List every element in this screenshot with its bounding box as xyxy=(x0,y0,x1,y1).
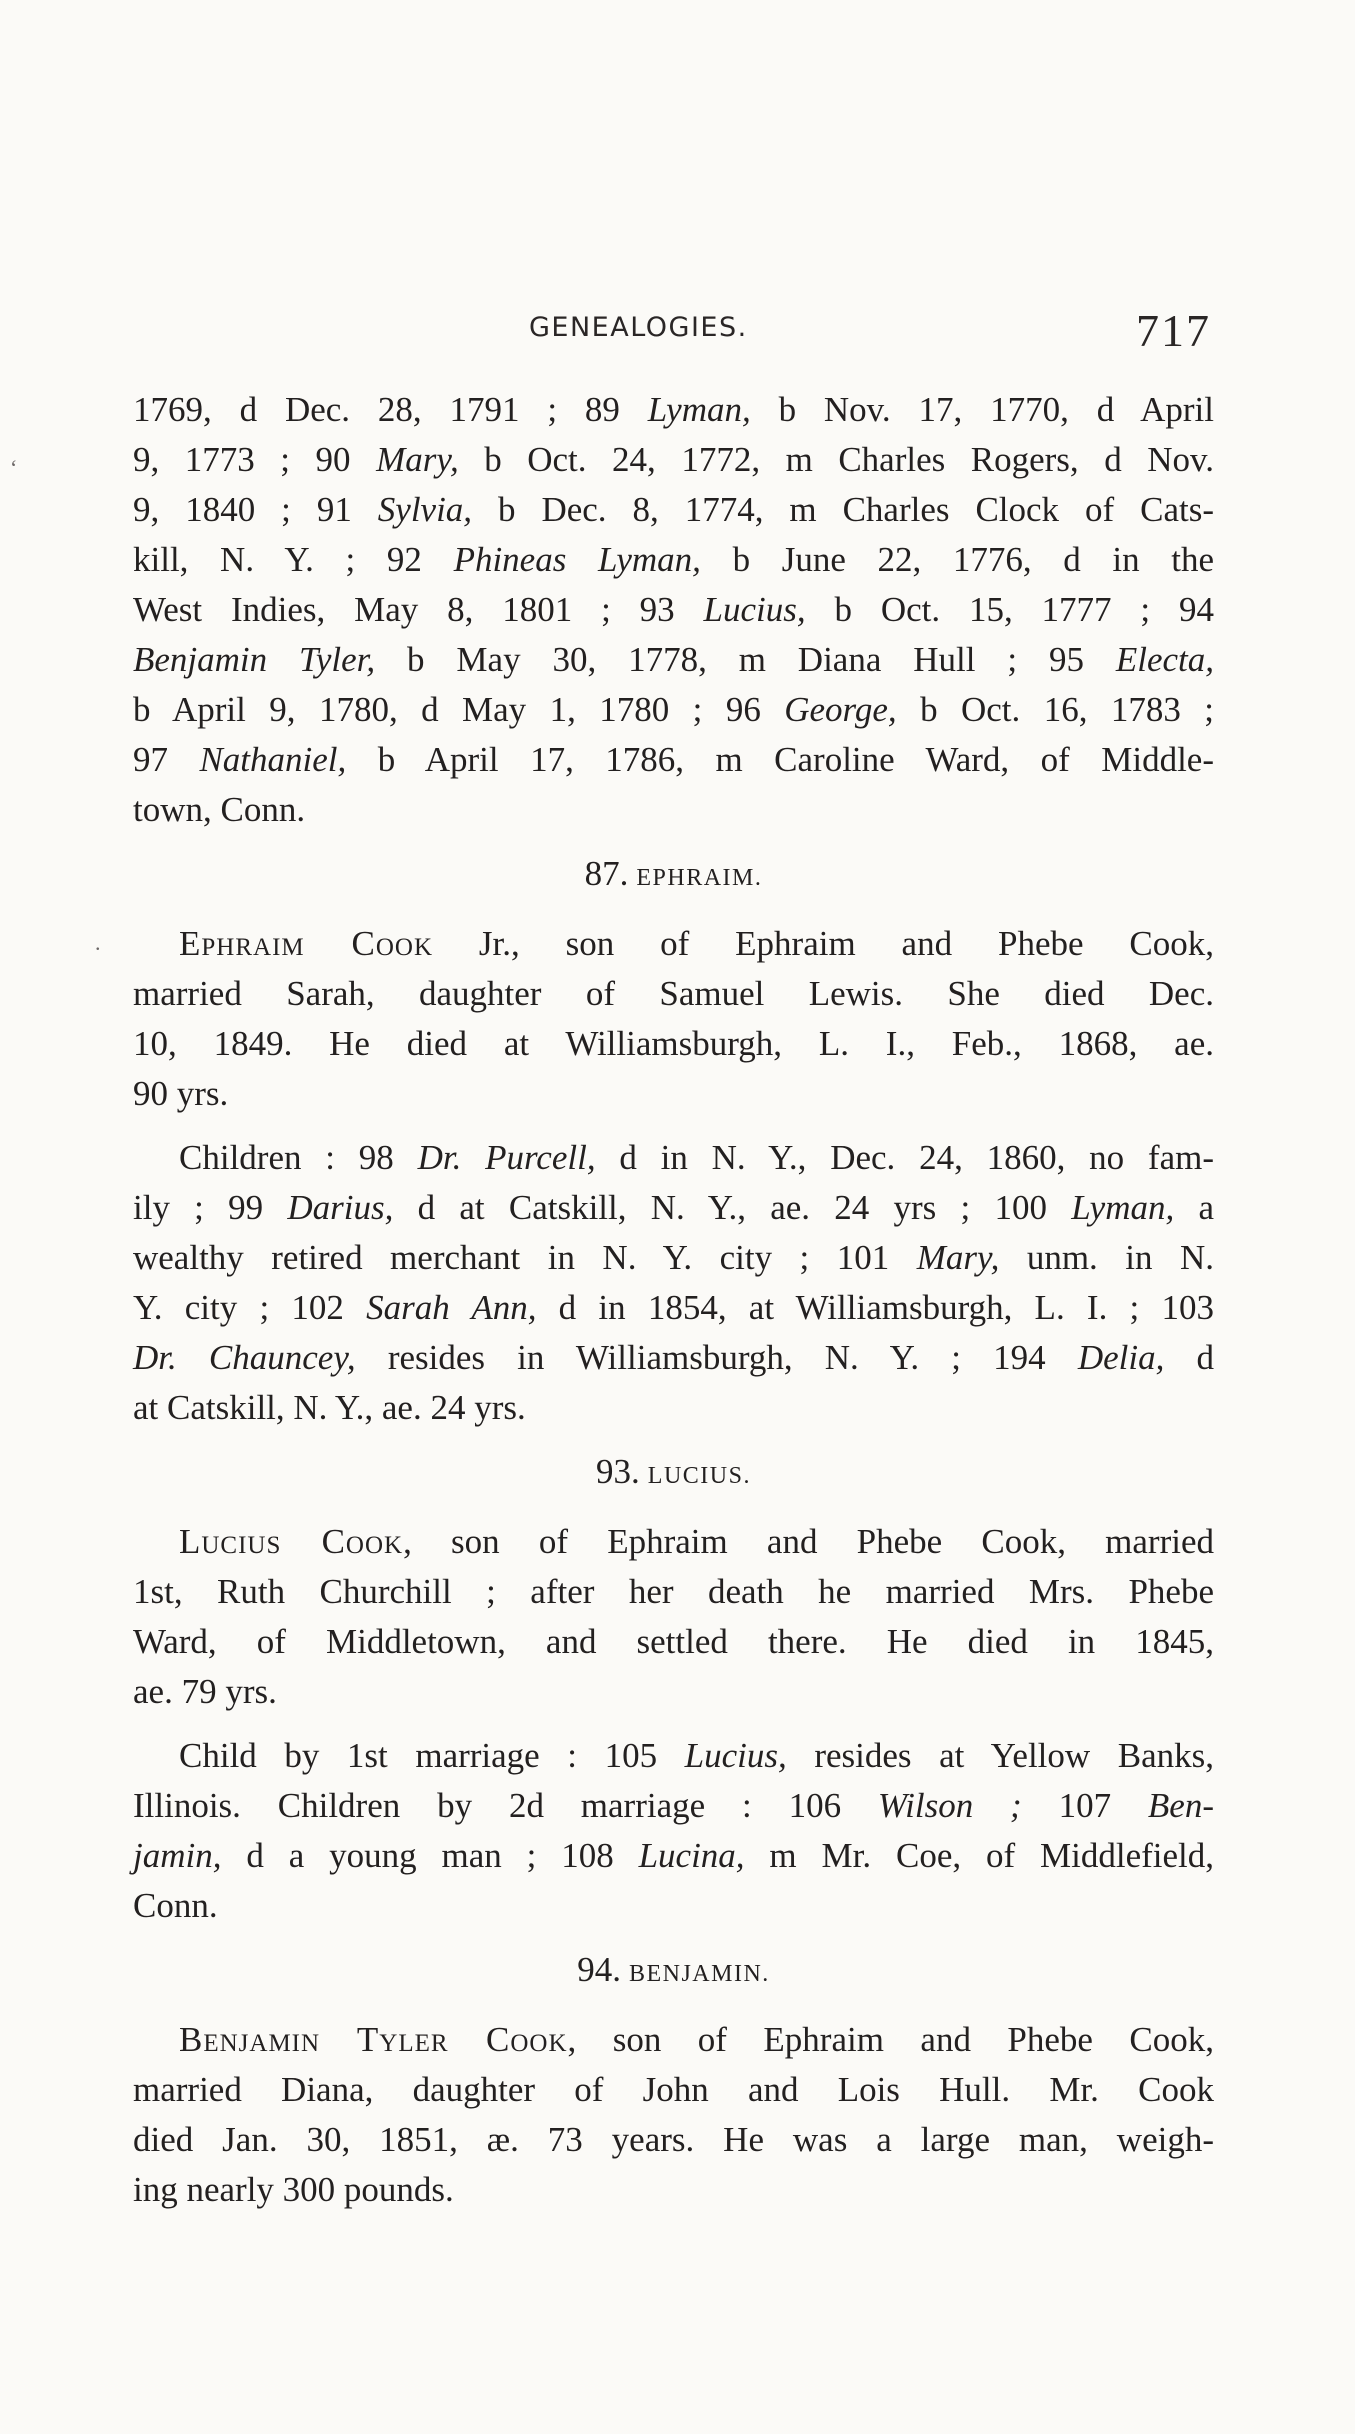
text-run: West Indies, May 8, 1801 ; 93 xyxy=(133,590,704,629)
text-line xyxy=(133,1233,1214,1283)
text-line xyxy=(133,1667,1214,1717)
heading-number: 87. xyxy=(584,854,629,893)
text-line xyxy=(133,385,1214,435)
text-run: b June 22, 1776, d in the xyxy=(700,540,1215,579)
text-line xyxy=(133,1831,1214,1881)
text-run: Y. city ; 102 xyxy=(133,1288,367,1327)
text-run: Jr., son of Ephraim and Phebe Cook, xyxy=(433,924,1214,963)
text-run: b April 17, 1786, m Caroline Ward, of Middle- xyxy=(346,740,1214,779)
italic-name: Darius, xyxy=(287,1188,394,1227)
running-head xyxy=(0,304,1355,364)
small-caps-name: Lucius Cook xyxy=(179,1522,404,1561)
text-line xyxy=(133,1183,1214,1233)
text-line xyxy=(133,1333,1214,1383)
italic-name: George, xyxy=(784,690,897,729)
ephraim-paragraph-1 xyxy=(133,919,1214,1119)
italic-name: Dr. Purcell, xyxy=(417,1138,596,1177)
text-line xyxy=(133,2165,1214,2215)
italic-name: Sarah Ann, xyxy=(366,1288,537,1327)
italic-name: Lucius, xyxy=(684,1736,787,1775)
text-run: resides in Williamsburgh, N. Y. ; 194 xyxy=(355,1338,1078,1377)
text-line xyxy=(133,1069,1214,1119)
text-run: Ward, of Middletown, and settled there. He died in 1845, xyxy=(133,1622,1214,1661)
text-run: d at Catskill, N. Y., ae. 24 yrs ; 100 xyxy=(393,1188,1072,1227)
text-run: Children : 98 xyxy=(179,1138,418,1177)
heading-name: BENJAMIN. xyxy=(628,1961,770,1987)
text-run: 90 yrs. xyxy=(133,1074,229,1113)
text-run: b May 30, 1778, m Diana Hull ; 95 xyxy=(375,640,1116,679)
text-run: Child by 1st marriage : 105 xyxy=(179,1736,685,1775)
text-run: 1769, d Dec. 28, 1791 ; 89 xyxy=(133,390,648,429)
italic-name: Mary, xyxy=(376,440,459,479)
text-run: d in N. Y., Dec. 24, 1860, no fam- xyxy=(595,1138,1214,1177)
text-run: b Oct. 24, 1772, m Charles Rogers, d Nov. xyxy=(458,440,1214,479)
small-caps-name: Ephraim Cook xyxy=(179,924,434,963)
section-heading-lucius xyxy=(133,1447,1214,1497)
italic-name: Lucius, xyxy=(703,590,806,629)
text-run: at Catskill, N. Y., ae. 24 yrs. xyxy=(133,1388,526,1427)
intro-paragraph xyxy=(133,385,1214,835)
text-line xyxy=(133,785,1214,835)
text-run: d a young man ; 108 xyxy=(221,1836,639,1875)
text-line xyxy=(133,969,1214,1019)
text-line xyxy=(133,685,1214,735)
text-run: died Jan. 30, 1851, æ. 73 years. He was a large man, weigh- xyxy=(133,2120,1214,2159)
italic-name: Mary, xyxy=(916,1238,1000,1277)
text-run: b April 9, 1780, d May 1, 1780 ; 96 xyxy=(133,690,785,729)
text-line xyxy=(133,735,1214,785)
italic-name: Wilson ; xyxy=(877,1786,1022,1825)
italic-name: Lyman, xyxy=(1071,1188,1175,1227)
text-run: a xyxy=(1174,1188,1214,1227)
text-run: married Diana, daughter of John and Lois Hull. Mr. Cook xyxy=(133,2070,1214,2109)
italic-name: Lyman, xyxy=(647,390,751,429)
italic-name: Phineas Lyman, xyxy=(453,540,701,579)
text-line xyxy=(133,1517,1214,1567)
heading-name: LUCIUS. xyxy=(647,1463,751,1489)
running-head-title: GENEALOGIES. xyxy=(529,312,748,343)
text-line xyxy=(133,2015,1214,2065)
lucius-paragraph-1 xyxy=(133,1517,1214,1717)
text-run: kill, N. Y. ; 92 xyxy=(133,540,454,579)
text-line xyxy=(133,2115,1214,2165)
text-run: ily ; 99 xyxy=(133,1188,288,1227)
italic-name: Lucina, xyxy=(638,1836,745,1875)
text-line xyxy=(133,1019,1214,1069)
text-run: d in 1854, at Williamsburgh, L. I. ; 103 xyxy=(536,1288,1214,1327)
page-body xyxy=(133,385,1214,2215)
text-line xyxy=(133,2065,1214,2115)
italic-name: Ben- xyxy=(1147,1786,1214,1825)
text-line xyxy=(133,485,1214,535)
text-run: married Sarah, daughter of Samuel Lewis. She died Dec. xyxy=(133,974,1214,1013)
text-line xyxy=(133,435,1214,485)
text-line xyxy=(133,1283,1214,1333)
text-run: b Dec. 8, 1774, m Charles Clock of Cats- xyxy=(472,490,1214,529)
italic-name: Benjamin Tyler, xyxy=(133,640,376,679)
section-heading-benjamin xyxy=(133,1945,1214,1995)
text-line xyxy=(133,1881,1214,1931)
text-run: b Nov. 17, 1770, d April xyxy=(750,390,1214,429)
text-run: 97 xyxy=(133,740,200,779)
text-run: b Oct. 16, 1783 ; xyxy=(896,690,1214,729)
text-run: , son of Ephraim and Phebe Cook, xyxy=(567,2020,1214,2059)
text-run: ae. 79 yrs. xyxy=(133,1672,277,1711)
text-run: 10, 1849. He died at Williamsburgh, L. I., Feb., 1868, ae. xyxy=(133,1024,1214,1063)
italic-name: Sylvia, xyxy=(377,490,473,529)
text-line xyxy=(133,585,1214,635)
italic-name: Electa, xyxy=(1115,640,1214,679)
text-run: 107 xyxy=(1021,1786,1148,1825)
text-line xyxy=(133,1133,1214,1183)
text-run: 9, 1840 ; 91 xyxy=(133,490,378,529)
text-line xyxy=(133,1567,1214,1617)
heading-name: EPHRAIM. xyxy=(636,865,763,891)
text-run: m Mr. Coe, of Middlefield, xyxy=(744,1836,1214,1875)
text-run: Illinois. Children by 2d marriage : 106 xyxy=(133,1786,878,1825)
text-line xyxy=(133,919,1214,969)
italic-name: Nathaniel, xyxy=(199,740,347,779)
text-run: unm. in N. xyxy=(999,1238,1214,1277)
text-line xyxy=(133,1781,1214,1831)
text-line xyxy=(133,635,1214,685)
text-run: town, Conn. xyxy=(133,790,306,829)
text-run: 9, 1773 ; 90 xyxy=(133,440,377,479)
page-number: 717 xyxy=(1136,305,1211,356)
italic-name: Dr. Chauncey, xyxy=(133,1338,356,1377)
benjamin-paragraph-1 xyxy=(133,2015,1214,2215)
text-run: , son of Ephraim and Phebe Cook, married xyxy=(403,1522,1214,1561)
heading-number: 94. xyxy=(577,1950,621,1989)
text-run: Conn. xyxy=(133,1886,218,1925)
text-line xyxy=(133,1617,1214,1667)
small-caps-name: Benjamin Tyler Cook xyxy=(179,2020,568,2059)
italic-name: jamin, xyxy=(133,1836,222,1875)
italic-name: Delia, xyxy=(1077,1338,1165,1377)
text-run: wealthy retired merchant in N. Y. city ; 101 xyxy=(133,1238,917,1277)
text-line xyxy=(133,535,1214,585)
text-line xyxy=(133,1383,1214,1433)
text-run: d xyxy=(1164,1338,1214,1377)
ephraim-paragraph-2 xyxy=(133,1133,1214,1433)
heading-number: 93. xyxy=(596,1452,640,1491)
text-run: ing nearly 300 pounds. xyxy=(133,2170,454,2209)
text-run: b Oct. 15, 1777 ; 94 xyxy=(805,590,1214,629)
text-run: 1st, Ruth Churchill ; after her death he married Mrs. Phebe xyxy=(133,1572,1214,1611)
text-run: resides at Yellow Banks, xyxy=(786,1736,1214,1775)
margin-speck: ‘ xyxy=(10,455,18,480)
section-heading-ephraim xyxy=(133,849,1214,899)
lucius-paragraph-2 xyxy=(133,1731,1214,1931)
text-line xyxy=(133,1731,1214,1781)
margin-speck: . xyxy=(95,930,101,955)
